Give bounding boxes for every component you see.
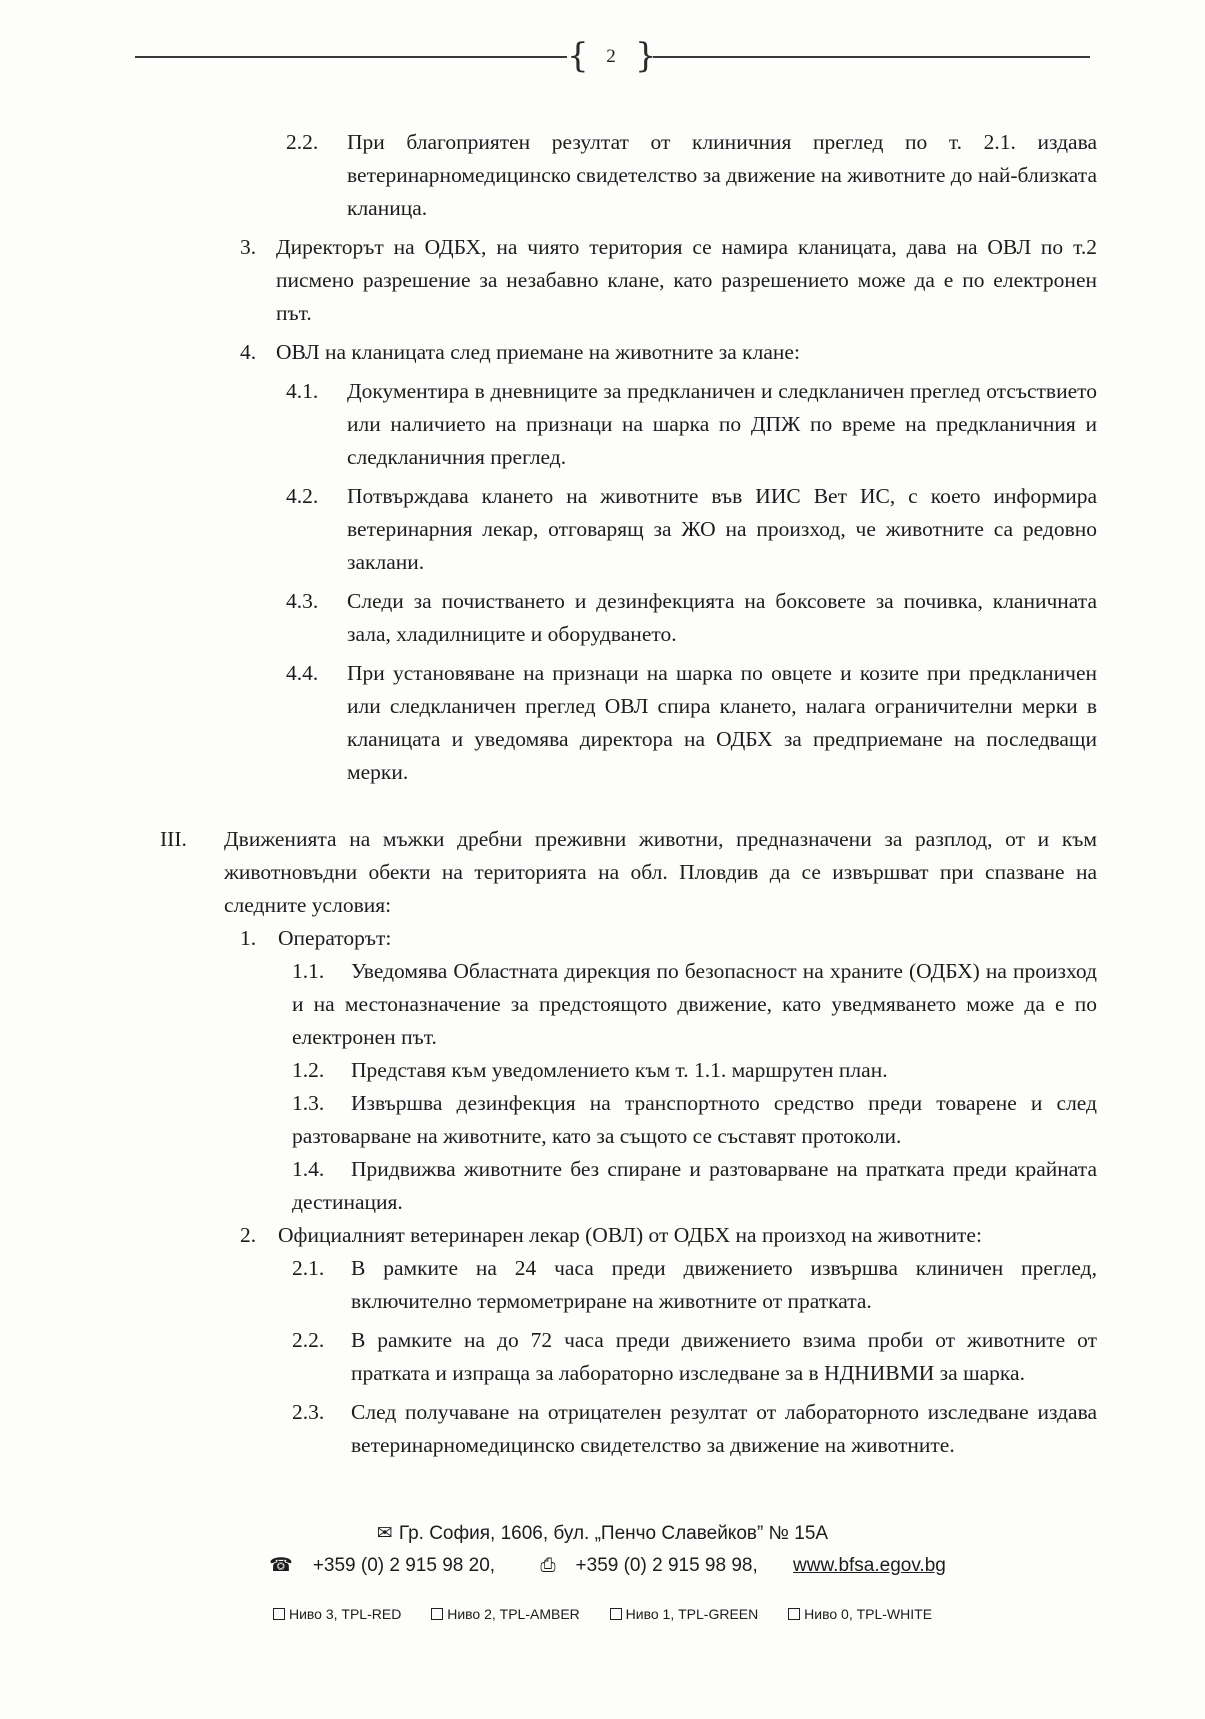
level-option[interactable]: Ниво 0, TPL-WHITE — [788, 1606, 932, 1622]
header-rule-right — [653, 56, 1090, 58]
level-option[interactable]: Ниво 1, TPL-GREEN — [610, 1606, 759, 1622]
list-item: 2.2. В рамките на до 72 часа преди движението взима проби от животните от пратката и изпраща за лабораторно изследване за в НДНИВМИ за шарка. — [292, 1328, 1097, 1385]
list-item: 4.4. При установяване на признаци на шарка по овцете и козите при предкланичен или следкланичен преглед ОВЛ спира клането, налага ограничителни мерки в кланицата и уведомява директора на ОДБХ за предприемане на последващи мерки. — [286, 661, 1097, 784]
list-item: 2. Официалният ветеринарен лекар (ОВЛ) от ОДБХ на произход на животните: — [240, 1223, 982, 1247]
list-item: 4. ОВЛ на кланицата след приемане на животните за клане: — [240, 340, 800, 364]
phone-icon: ☎ — [269, 1555, 293, 1576]
fax-entry: ⎙ +359 (0) 2 915 98 98, — [540, 1555, 758, 1576]
checkbox-icon — [273, 1608, 285, 1620]
list-item: 4.1. Документира в дневниците за предкланичен и следкланичен преглед отсъствието или наличието на признаци на шарка по ДПЖ по време на предкланичния и следкланичния преглед. — [286, 379, 1097, 469]
checkbox-icon — [431, 1608, 443, 1620]
classification-levels — [0, 1606, 1205, 1622]
footer-address: ✉ Гр. София, 1606, бул. „Пенчо Славейков” № 15А — [376, 1523, 829, 1544]
level-option[interactable]: Ниво 2, TPL-AMBER — [431, 1606, 580, 1622]
footer-contacts — [0, 1554, 1205, 1577]
list-item: 1.3. Извършва дезинфекция на транспортното средство преди товарене и след разтоварване на животните, като за същото се съставят протоколи. — [292, 1091, 1097, 1148]
list-item: 1.2. Представя към уведомлението към т. 1.1. маршрутен план. — [292, 1058, 888, 1082]
checkbox-icon — [610, 1608, 622, 1620]
section-item: III. Движенията на мъжки дребни преживни животни, предназначени за разплод, от и към животновъдни обекти на територията на обл. Пловдив да се извършват при спазване на следните условия: — [160, 827, 1097, 917]
list-item: 3. Директорът на ОДБХ, на чиято територия се намира кланицата, дава на ОВЛ по т.2 писмено разрешение за незабавно клане, като разрешението може да е по електронен път. — [240, 235, 1097, 325]
phone-entry: ☎ +359 (0) 2 915 98 20, — [269, 1555, 496, 1576]
list-item: 2.1. В рамките на 24 часа преди движението извършва клиничен преглед, включително термометриране на животните от пратката. — [292, 1256, 1097, 1313]
left-brace: { — [567, 36, 589, 76]
list-item: 2.2. При благоприятен резултат от клиничния преглед по т. 2.1. издава ветеринарномедицинско свидетелство за движение на животните до най-близката кланица. — [286, 130, 1097, 220]
envelope-icon: ✉ — [376, 1523, 393, 1544]
website-link[interactable]: www.bfsa.egov.bg — [793, 1555, 946, 1576]
page-number: 2 — [606, 46, 616, 67]
list-item: 1.1. Уведомява Областната дирекция по безопасност на храните (ОДБХ) на произход и на местоназначение за предстоящото движение, като уведмяването може да е по електронен път. — [292, 959, 1097, 1049]
page-header — [135, 38, 1090, 78]
document-body — [0, 126, 1205, 1462]
right-brace: } — [635, 36, 657, 76]
fax-icon: ⎙ — [540, 1555, 556, 1576]
list-item: 4.2. Потвърждава клането на животните във ИИС Вет ИС, с което информира ветеринарния лекар, отговарящ за ЖО на произход, че животните са редовно заклани. — [286, 484, 1097, 574]
header-rule-left — [135, 56, 567, 58]
list-item: 4.3. Следи за почистването и дезинфекцията на боксовете за почивка, кланичната зала, хладилниците и оборудването. — [286, 589, 1097, 646]
level-option[interactable]: Ниво 3, TPL-RED — [273, 1606, 401, 1622]
list-item: 2.3. След получаване на отрицателен резултат от лабораторното изследване издава ветеринарномедицинско свидетелство за движение на животните. — [292, 1400, 1097, 1457]
list-item: 1. Операторът: — [240, 926, 392, 950]
checkbox-icon — [788, 1608, 800, 1620]
list-item: 1.4. Придвижва животните без спиране и разтоварване на пратката преди крайната дестинация. — [292, 1157, 1097, 1214]
